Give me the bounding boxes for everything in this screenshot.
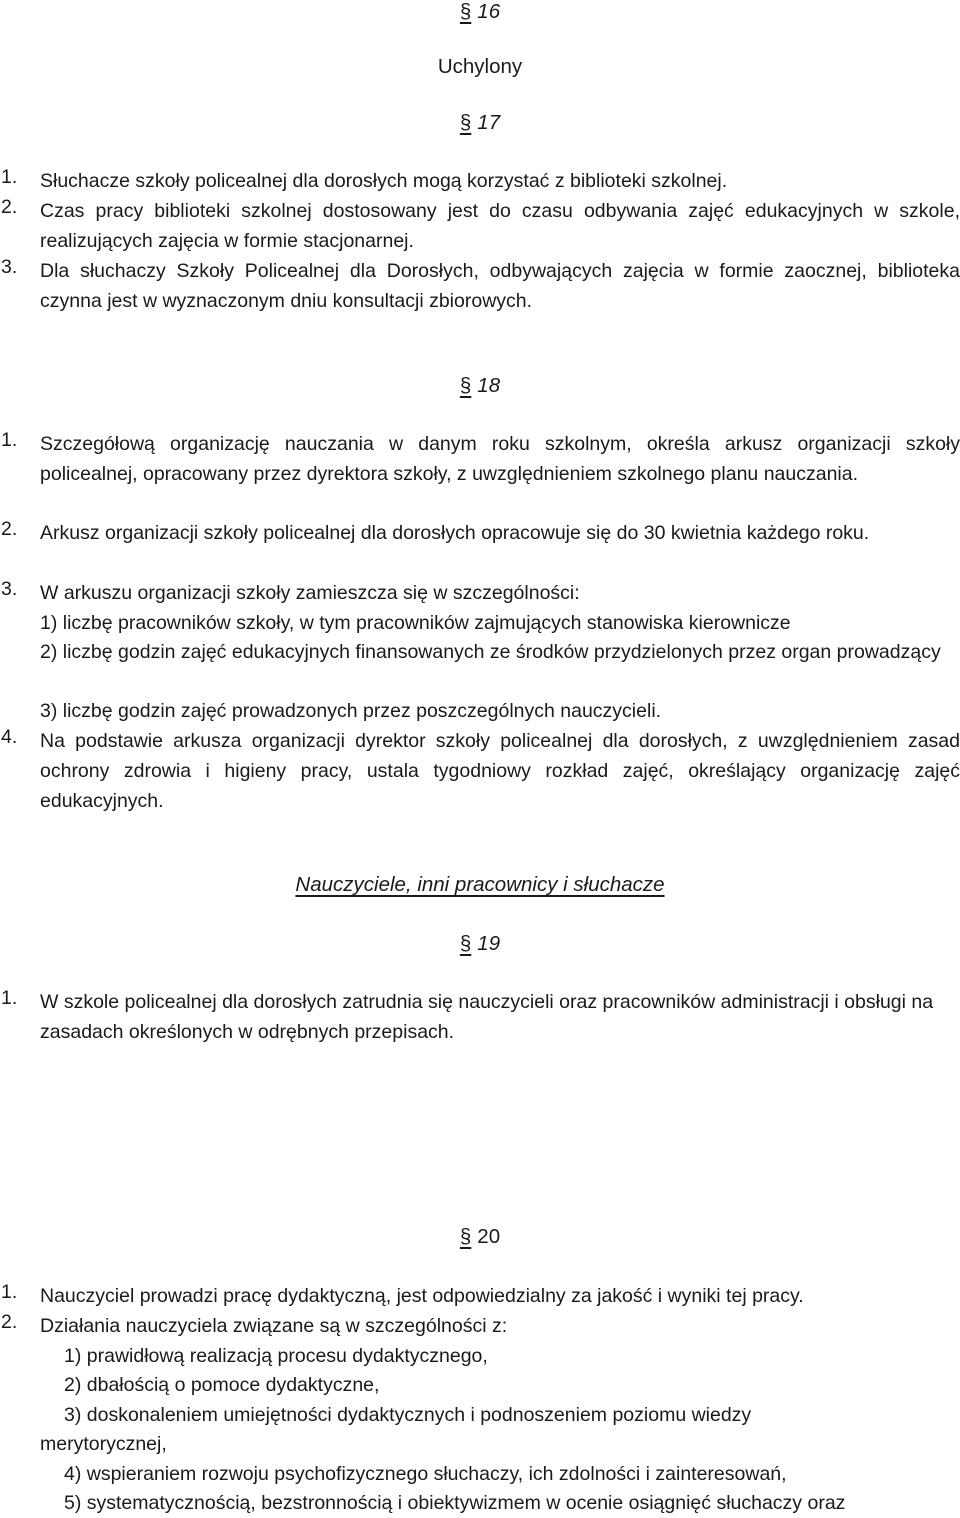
section-number: 19 [477, 932, 501, 955]
item-text: Działania nauczyciela związane są w szczególności z: [40, 1315, 508, 1337]
section-number: 18 [477, 374, 501, 397]
section-20-heading [0, 1225, 960, 1249]
item-text: W szkole policealnej dla dorosłych zatrudnia się nauczycieli oraz pracowników administracji i obsługi na zasadach określonych w odrębnych przepisach. [40, 991, 934, 1043]
section-sign: § [459, 111, 472, 134]
item-number: 2. [1, 196, 18, 218]
section-number: 16 [477, 0, 501, 23]
item-number: 3. [1, 256, 18, 278]
item-text: Szczegółową organizację nauczania w danym roku szkolnym, określa arkusz organizacji szkoły policealnej, opracowany przez dyrektora szkoły, z uwzględnieniem szkolnego planu nauczania. [40, 433, 960, 485]
sub-item: 1) prawidłową realizacją procesu dydaktycznego, [64, 1345, 488, 1367]
section-16-heading [0, 0, 960, 24]
item-number: 2. [1, 518, 18, 540]
item-text: W arkuszu organizacji szkoły zamieszcza się w szczególności: [40, 582, 580, 604]
item-text: Słuchacze szkoły policealnej dla dorosłych mogą korzystać z biblioteki szkolnej. [40, 170, 728, 192]
item-number: 1. [1, 429, 18, 451]
sub-item-continuation: merytorycznej, [40, 1433, 167, 1455]
section-19-heading [0, 932, 960, 956]
section-sign: § [459, 932, 472, 955]
section-sign: § [459, 0, 472, 23]
item-text: Na podstawie arkusza organizacji dyrektor szkoły policealnej dla dorosłych, z uwzględnieniem zasad ochrony zdrowia i higieny pracy, ustala tygodniowy rozkład zajęć, określający organizację zajęć edukacyjnych. [40, 730, 960, 812]
section-sign: § [459, 374, 472, 397]
sub-item: 5) systematycznością, bezstronnością i obiektywizmem w ocenie osiągnięć słuchaczy oraz [64, 1492, 846, 1514]
item-text: Czas pracy biblioteki szkolnej dostosowany jest do czasu odbywania zajęć edukacyjnych w szkole, realizujących zajęcia w formie stacjonarnej. [40, 200, 960, 252]
item-text: 2) liczbę godzin zajęć edukacyjnych finansowanych ze środków przydzielonych przez organ prowadzący [40, 641, 941, 663]
item-text: Arkusz organizacji szkoły policealnej dla dorosłych opracowuje się do 30 kwietnia każdego roku. [40, 522, 870, 544]
item-number: 2. [1, 1311, 18, 1333]
section-sign: § [459, 1225, 472, 1248]
section-18-heading [0, 374, 960, 398]
chapter-title [0, 873, 960, 897]
section-16-title: Uchylony [437, 55, 523, 78]
item-number: 1. [1, 1281, 18, 1303]
section-number: 17 [477, 111, 501, 134]
item-number: 1. [1, 166, 18, 188]
item-text: 1) liczbę pracowników szkoły, w tym pracowników zajmujących stanowiska kierownicze [40, 612, 791, 634]
item-text: Nauczyciel prowadzi pracę dydaktyczną, jest odpowiedzialny za jakość i wyniki tej pracy. [40, 1285, 804, 1307]
section-number: 20 [477, 1225, 501, 1248]
sub-item: 2) dbałością o pomoce dydaktyczne, [64, 1374, 380, 1396]
sub-item: 4) wspieraniem rozwoju psychofizycznego słuchaczy, ich zdolności i zainteresowań, [64, 1463, 787, 1485]
item-number: 4. [1, 726, 18, 748]
item-number: 1. [1, 987, 18, 1009]
item-number: 3. [1, 578, 18, 600]
section-17-heading [0, 111, 960, 135]
item-text: 3) liczbę godzin zajęć prowadzonych przez poszczególnych nauczycieli. [40, 700, 662, 722]
chapter-title-text: Nauczyciele, inni pracownicy i słuchacze [295, 873, 665, 896]
sub-item: 3) doskonaleniem umiejętności dydaktycznych i podnoszeniem poziomu wiedzy [64, 1404, 752, 1426]
item-text: Dla słuchaczy Szkoły Policealnej dla Dorosłych, odbywających zajęcia w formie zaocznej, biblioteka czynna jest w wyznaczonym dniu konsultacji zbiorowych. [40, 260, 960, 312]
